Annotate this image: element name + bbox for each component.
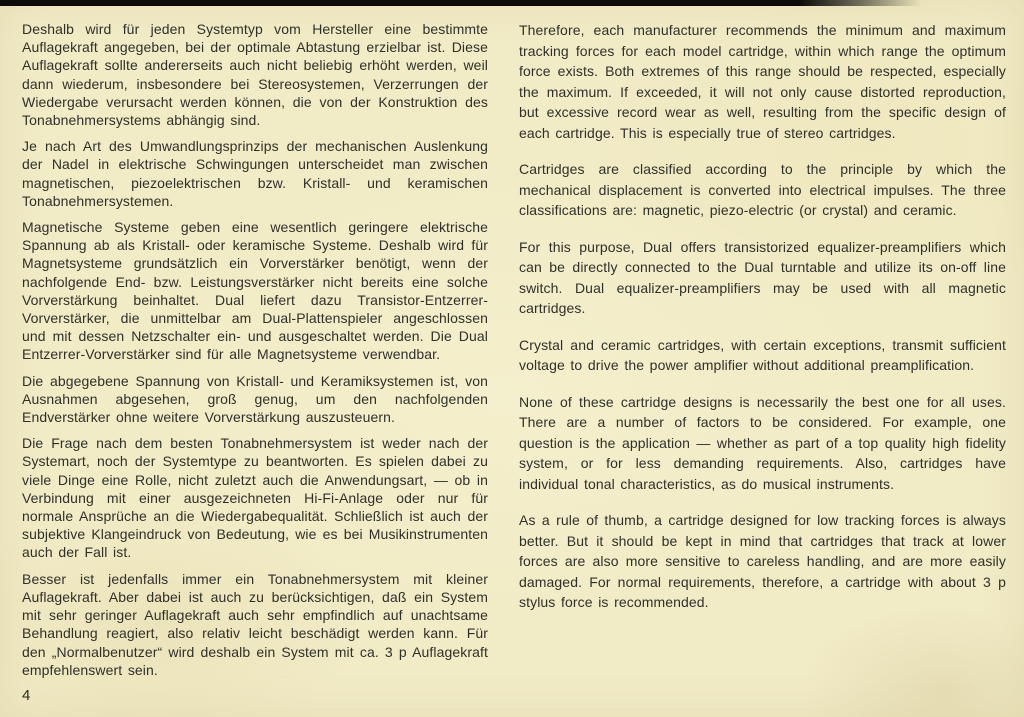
page-number: 4: [22, 687, 31, 704]
english-paragraph-4: Crystal and ceramic cartridges, with certain exceptions, transmit sufficient voltage to drive the power amplifier without additional preamplification.: [519, 336, 1006, 373]
english-paragraph-2: Cartridges are classified according to the principle by which the mechanical displacement is converted into electrical impulses. The three classifications are: magnetic, piezo-electric (or crystal) and ceramic.: [519, 161, 1006, 218]
german-paragraph-3: Magnetische Systeme geben eine wesentlich geringere elektrische Spannung ab als Kristall- oder keramische Systeme. Deshalb wird für Magnetsysteme grundsätzlich ein Vorverstärker benötigt, wenn der nachfolgende End- bzw. Leistungsverstärker nicht bereits eine solche Vorverstärkung beinhaltet. Dual liefert dazu Transistor-Entzerrer-Vorverstärker, die unmittelbar am Dual-Plattenspieler angeschlossen und mit dessen Netzschalter ein- und ausgeschaltet werden. Die Dual Entzerrer-Vorverstärker sind für alle Magnetsysteme verwendbar.: [22, 219, 488, 363]
english-paragraph-6: As a rule of thumb, a cartridge designed for low tracking forces is always better. But it should be kept in mind that cartridges that track at lower forces are also more sensitive to careless handling, and are more easily damaged. For normal requirements, therefore, a cartridge with about 3 p stylus force is recommended.: [519, 512, 1006, 610]
english-paragraph-1: Therefore, each manufacturer recommends the minimum and maximum tracking forces for each model cartridge, within which range the optimum force exists. Both extremes of this range should be respected, especially the maximum. If exceeded, it will not only cause distorted reproduction, but excessive record wear as well, resulting from the specific design of each cartridge. This is especially true of stereo cartridges.: [519, 22, 1006, 141]
two-column-text: [22, 20, 1006, 679]
german-paragraph-1: Deshalb wird für jeden Systemtyp vom Hersteller eine bestimmte Auflagekraft angegeben, bei der optimale Abtastung erzielbar ist. Diese Auflagekraft sollte andererseits auch nicht beliebig erhöht werden, weil dann wiederum, insbesondere bei Stereosystemen, Verzerrungen der Wiedergabe verursacht werden können, die von der Konstruktion des Tonabnehmersystems abhängig sind.: [22, 21, 488, 129]
german-paragraph-2: Je nach Art des Umwandlungsprinzips der mechanischen Auslenkung der Nadel in elektrische Schwingungen unterscheidet man zwischen magnetischen, piezoelektrischen bzw. Kristall- und keramischen Tonabnehmersystemen.: [22, 138, 488, 209]
scan-edge-artifact: [0, 0, 1024, 6]
german-paragraph-5: Die Frage nach dem besten Tonabnehmersystem ist weder nach der Systemart, noch der Systemtype zu beantworten. Es spielen dabei zu viele Dinge eine Rolle, nicht zuletzt auch die Anwendungsart, — ob in Verbindung mit einer ausgezeichneten Hi-Fi-Anlage oder nur für normale Ansprüche an die Wiedergabequalität. Schließlich ist auch der subjektive Klangeindruck von Bedeutung, wie es bei Musikinstrumenten auch der Fall ist.: [22, 435, 488, 561]
english-paragraph-3: For this purpose, Dual offers transistorized equalizer-preamplifiers which can be directly connected to the Dual turntable and utilize its on-off line switch. Dual equalizer-preamplifiers may be used with all magnetic cartridges.: [519, 238, 1006, 316]
english-paragraph-5: None of these cartridge designs is necessarily the best one for all uses. There are a number of factors to be considered. For example, one question is the application — whether as part of a top quality high fidelity system, or for less demanding requirements. Also, cartridges have individual tonal characteristics, as do musical instruments.: [519, 393, 1006, 492]
german-paragraph-6: Besser ist jedenfalls immer ein Tonabnehmersystem mit kleiner Auflagekraft. Aber dabei ist auch zu berücksichtigen, daß ein System mit sehr geringer Auflagekraft auch sehr empfindlich auf unachtsame Behandlung reagiert, also relativ leicht beschädigt werden kann. Für den „Normalbenutzer“ wird deshalb ein System mit ca. 3 p Auflagekraft empfehlenswert sein.: [22, 570, 488, 678]
english-column: [519, 20, 1006, 679]
german-column: [22, 20, 488, 679]
german-paragraph-4: Die abgegebene Spannung von Kristall- und Keramiksystemen ist, von Ausnahmen abgesehen, groß genug, um den nachfolgenden Endverstärker ohne weitere Vorverstärkung auszusteuern.: [22, 372, 488, 426]
